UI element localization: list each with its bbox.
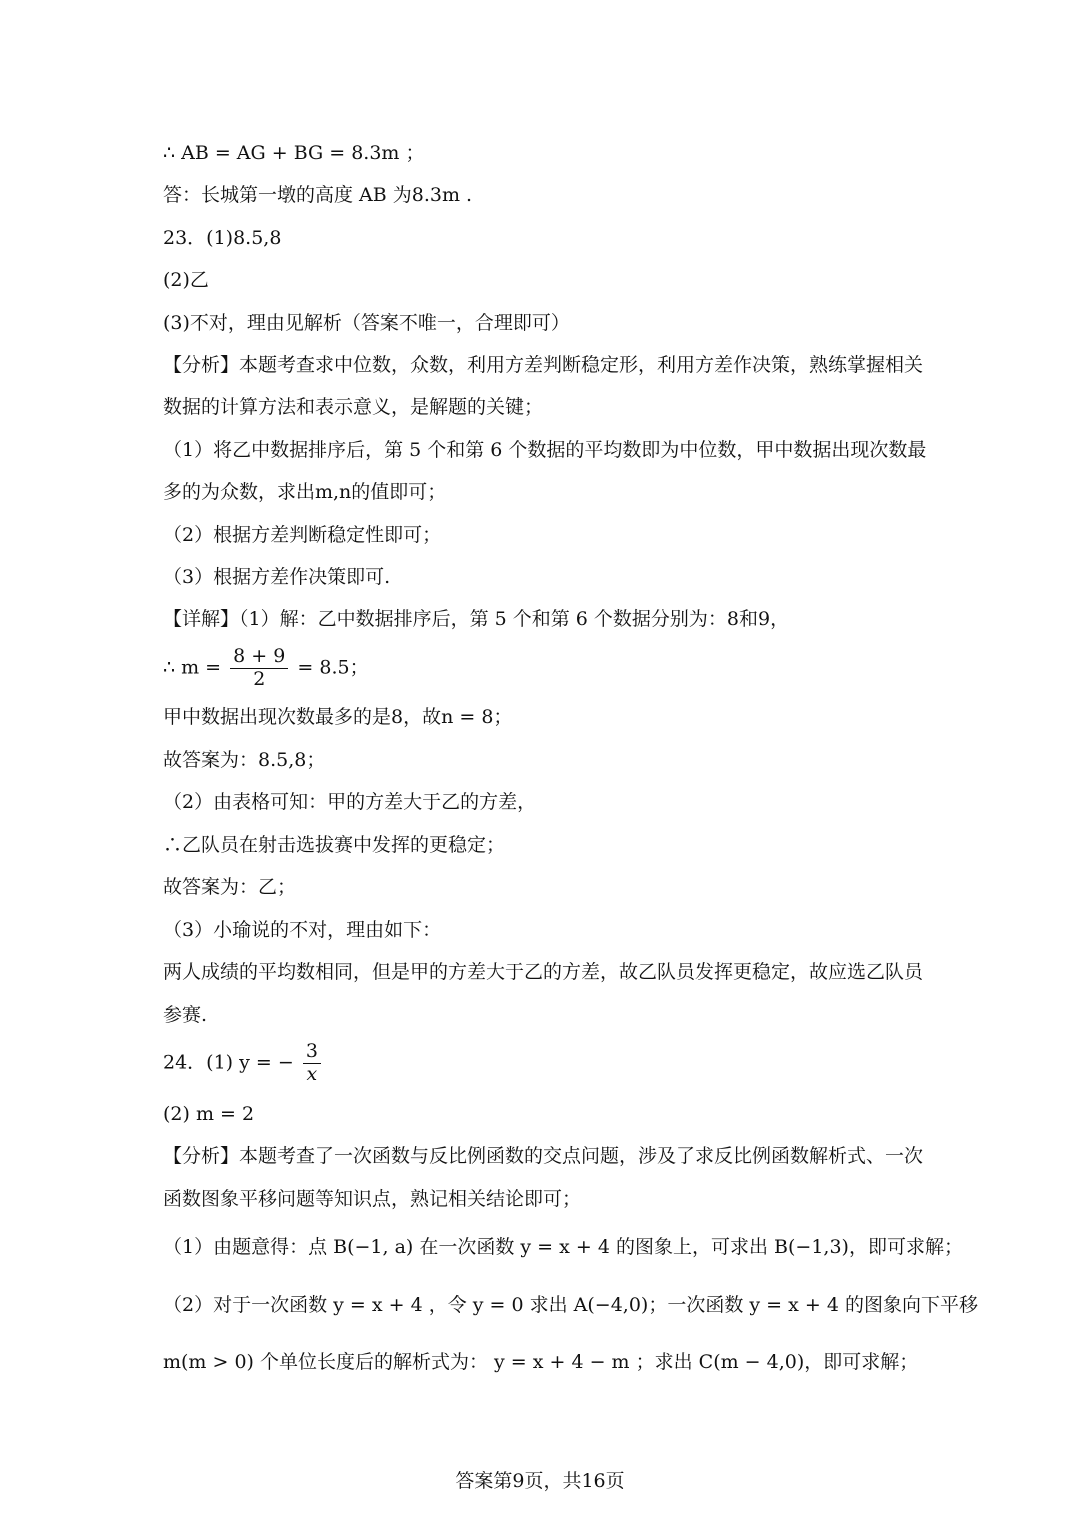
q23-detail-step1: 【详解】（1）解：乙中数据排序后，第 5 个和第 6 个数据分别为：8和9， <box>163 608 790 630</box>
q23-part3-answer: (3)不对，理由见解析（答案不唯一，合理即可） <box>163 312 570 334</box>
q23-median-formula <box>163 646 369 691</box>
formula-prefix: 24．(1) y = − <box>163 1051 294 1074</box>
fraction-numerator: 8 + 9 <box>230 646 288 669</box>
q23-analysis-step3: （3）根据方差作决策即可. <box>163 566 391 588</box>
q24-analysis-step1: （1）由题意得：点 B(−1, a) 在一次函数 y = x + 4 的图象上，可求出 B(−1,3)，即可求解； <box>163 1236 963 1258</box>
q23-mode-line: 甲中数据出现次数最多的是8，故n = 8； <box>163 706 513 728</box>
q23-conclusion-stable: ∴乙队员在射击选拔赛中发挥的更稳定； <box>163 834 506 856</box>
q23-analysis-step2: （2）根据方差判断稳定性即可； <box>163 524 442 546</box>
line-answer-height: 答：长城第一墩的高度 AB 为8.3m . <box>163 184 473 206</box>
q23-detail-step3: （3）小瑜说的不对，理由如下： <box>163 919 442 941</box>
fraction-numerator: 3 <box>303 1041 321 1064</box>
q23-detail-step2: （2）由表格可知：甲的方差大于乙的方差， <box>163 791 537 813</box>
fraction-denominator: x <box>306 1062 318 1085</box>
q23-answer-1: 故答案为：8.5,8； <box>163 749 326 771</box>
q23-reason-line2: 参赛. <box>163 1004 208 1026</box>
q23-analysis-line2: 数据的计算方法和表示意义，是解题的关键； <box>163 396 544 418</box>
q23-reason-line1: 两人成绩的平均数相同，但是甲的方差大于乙的方差，故乙队员发挥更稳定，故应选乙队员 <box>163 961 924 983</box>
q23-analysis-step1-line2: 多的为众数，求出m,n的值即可； <box>163 481 447 503</box>
q24-analysis-line1: 【分析】本题考查了一次函数与反比例函数的交点问题，涉及了求反比例函数解析式、一次 <box>163 1145 924 1167</box>
q23-analysis-line1: 【分析】本题考查求中位数，众数，利用方差判断稳定形，利用方差作决策，熟练掌握相关 <box>163 354 924 376</box>
q24-part1-answer <box>163 1041 324 1086</box>
q24-analysis-line2: 函数图象平移问题等知识点，熟记相关结论即可； <box>163 1188 582 1210</box>
line-ab-sum: ∴ AB = AG + BG = 8.3m ； <box>163 142 425 164</box>
q23-part2-answer: (2)乙 <box>163 269 209 291</box>
fraction <box>230 646 288 691</box>
page-footer: 答案第9页，共16页 <box>455 1470 625 1492</box>
formula-prefix: ∴ m = <box>163 656 222 679</box>
q23-analysis-step1-line1: （1）将乙中数据排序后，第 5 个和第 6 个数据的平均数即为中位数，甲中数据出现次数最 <box>163 439 927 461</box>
formula-result: = 8.5； <box>297 656 369 679</box>
q23-part1-answer: 23．(1)8.5,8 <box>163 227 282 249</box>
fraction <box>303 1041 321 1086</box>
q24-analysis-step2-line2: m(m > 0) 个单位长度后的解析式为： y = x + 4 − m ；求出 C(m − 4,0)，即可求解； <box>163 1351 919 1373</box>
q24-part2-answer: (2) m = 2 <box>163 1103 255 1125</box>
q24-analysis-step2-line1: （2）对于一次函数 y = x + 4 ，令 y = 0 求出 A(−4,0)；一次函数 y = x + 4 的图象向下平移 <box>163 1294 978 1316</box>
q23-answer-2: 故答案为：乙； <box>163 876 297 898</box>
fraction-denominator: 2 <box>253 667 266 690</box>
